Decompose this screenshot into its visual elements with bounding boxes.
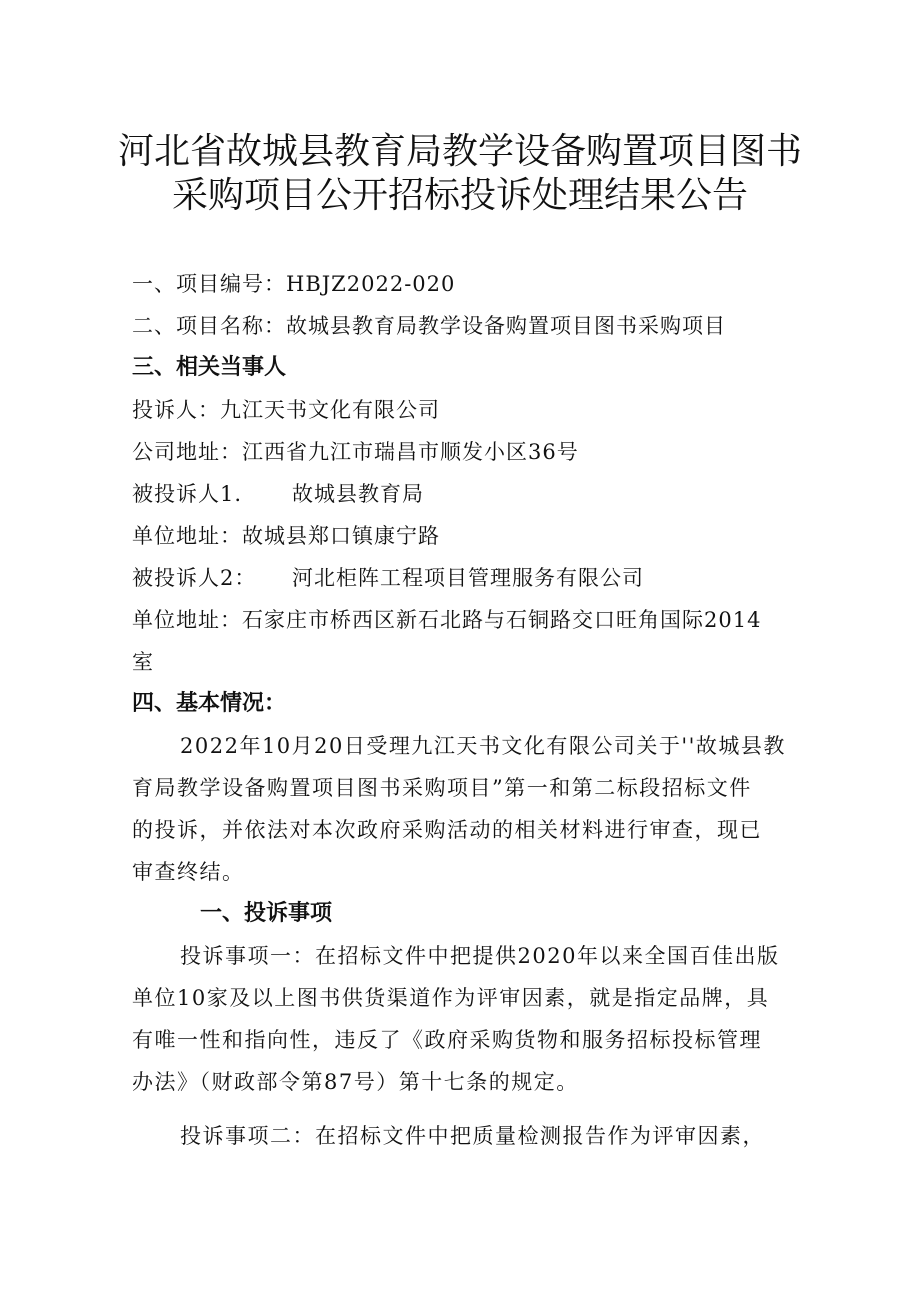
complaint-1-line: 有唯一性和指向性，违反了《政府采购货物和服务招标投标管理: [132, 1028, 762, 1052]
section-heading-parties: 三、相关当事人: [132, 355, 287, 380]
section-heading-basic-info: 四、基本情况：: [132, 691, 287, 716]
basic-info-line: 育局教学设备购置项目图书采购项目”第一和第二标段招标文件: [132, 776, 752, 800]
complaint-1-line: 投诉事项一：在招标文件中把提供2020年以来全国百佳出版: [180, 944, 780, 968]
basic-info-line: 2022年10月20日受理九江天书文化有限公司关于''故城县教: [180, 734, 786, 758]
document-title-line-2: 采购项目公开招标投诉处理结果公告: [171, 175, 748, 216]
complaint-2-line: 投诉事项二：在招标文件中把质量检测报告作为评审因素，: [180, 1124, 765, 1148]
section-heading-complaints: 一、投诉事项: [200, 901, 333, 926]
respondent-2-address-line-2: 室: [132, 650, 154, 674]
complaint-1-line: 办法》（财政部令第87号）第十七条的规定。: [132, 1070, 579, 1094]
respondent-1-label: 被投诉人1.: [132, 482, 243, 506]
project-name: 二、项目名称：故城县教育局教学设备购置项目图书采购项目: [132, 314, 726, 338]
document-title-line-1: 河北省故城县教育局教学设备购置项目图书: [117, 131, 802, 172]
project-number: 一、项目编号：HBJZ2022-020: [132, 272, 456, 296]
basic-info-line: 的投诉，并依法对本次政府采购活动的相关材料进行审查，现已: [132, 818, 762, 842]
complainant: 投诉人：九江天书文化有限公司: [132, 398, 440, 422]
respondent-1-address: 单位地址：故城县郑口镇康宁路: [132, 524, 440, 548]
respondent-2-name: 河北柜阵工程项目管理服务有限公司: [292, 566, 644, 590]
respondent-2-address-line-1: 单位地址：石家庄市桥西区新石北路与石铜路交口旺角国际2014: [132, 608, 762, 632]
complainant-address: 公司地址：江西省九江市瑞昌市顺发小区36号: [132, 440, 579, 464]
complaint-1-line: 单位10家及以上图书供货渠道作为评审因素，就是指定品牌，具: [132, 986, 770, 1010]
respondent-2-label: 被投诉人2：: [132, 566, 257, 590]
respondent-1-name: 故城县教育局: [292, 482, 424, 506]
basic-info-line: 审查终结。: [132, 860, 245, 884]
